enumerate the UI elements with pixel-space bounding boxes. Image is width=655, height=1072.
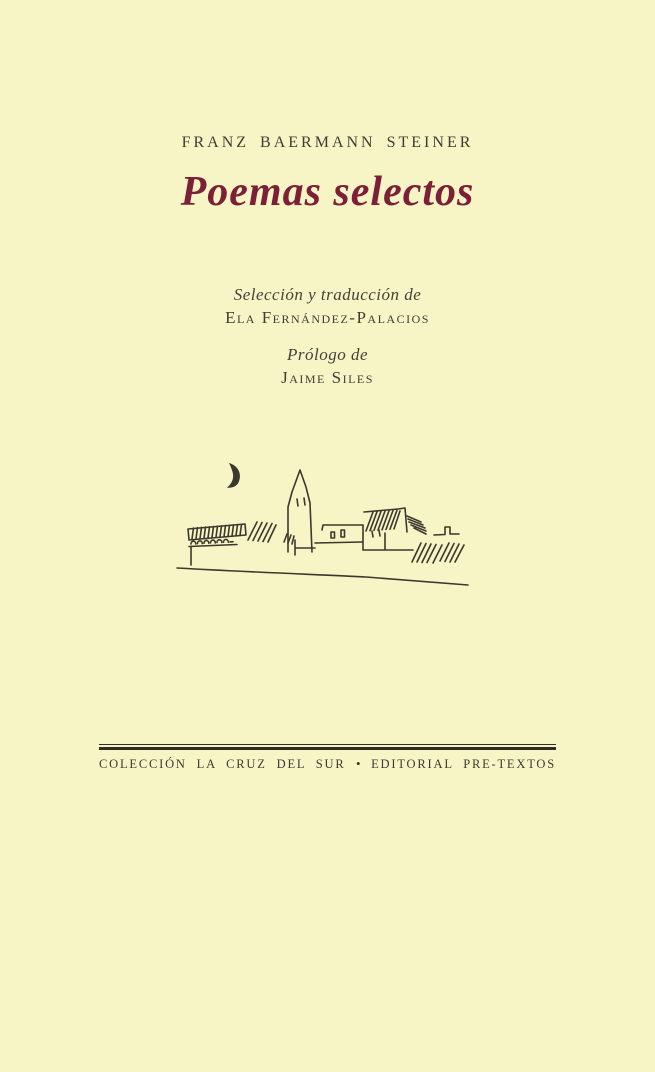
ground-line-glyph (177, 568, 468, 585)
colophon (99, 744, 556, 772)
crescent-moon-icon (227, 463, 240, 488)
middle-house-glyph (315, 525, 363, 543)
book-title: Poemas selectos (180, 169, 475, 215)
thin-rule (99, 744, 556, 745)
right-house-glyph (363, 508, 413, 550)
chimney-glyph (434, 527, 459, 535)
left-building-glyph (188, 524, 246, 565)
prologue-author-name: Jaime Siles (281, 368, 374, 387)
translator-name: Ela Fernández-Palacios (225, 308, 430, 327)
publisher-name: EDITORIAL PRE-TEXTOS (371, 757, 556, 771)
bullet-separator-icon: • (356, 756, 361, 771)
prologue-credit-label: Prólogo de (286, 345, 369, 364)
collection-name: COLECCIÓN LA CRUZ DEL SUR (99, 757, 346, 771)
author-name: FRANZ BAERMANN STEINER (181, 134, 474, 151)
selection-credit-label: Selección y traducción de (233, 285, 422, 304)
thick-rule (99, 747, 556, 750)
church-tower-glyph (284, 470, 315, 555)
field-hatch-glyph (412, 543, 464, 563)
small-roof-glyph (407, 516, 426, 534)
village-sketch-illustration (158, 450, 488, 602)
hatch-patch-glyph (248, 522, 276, 542)
